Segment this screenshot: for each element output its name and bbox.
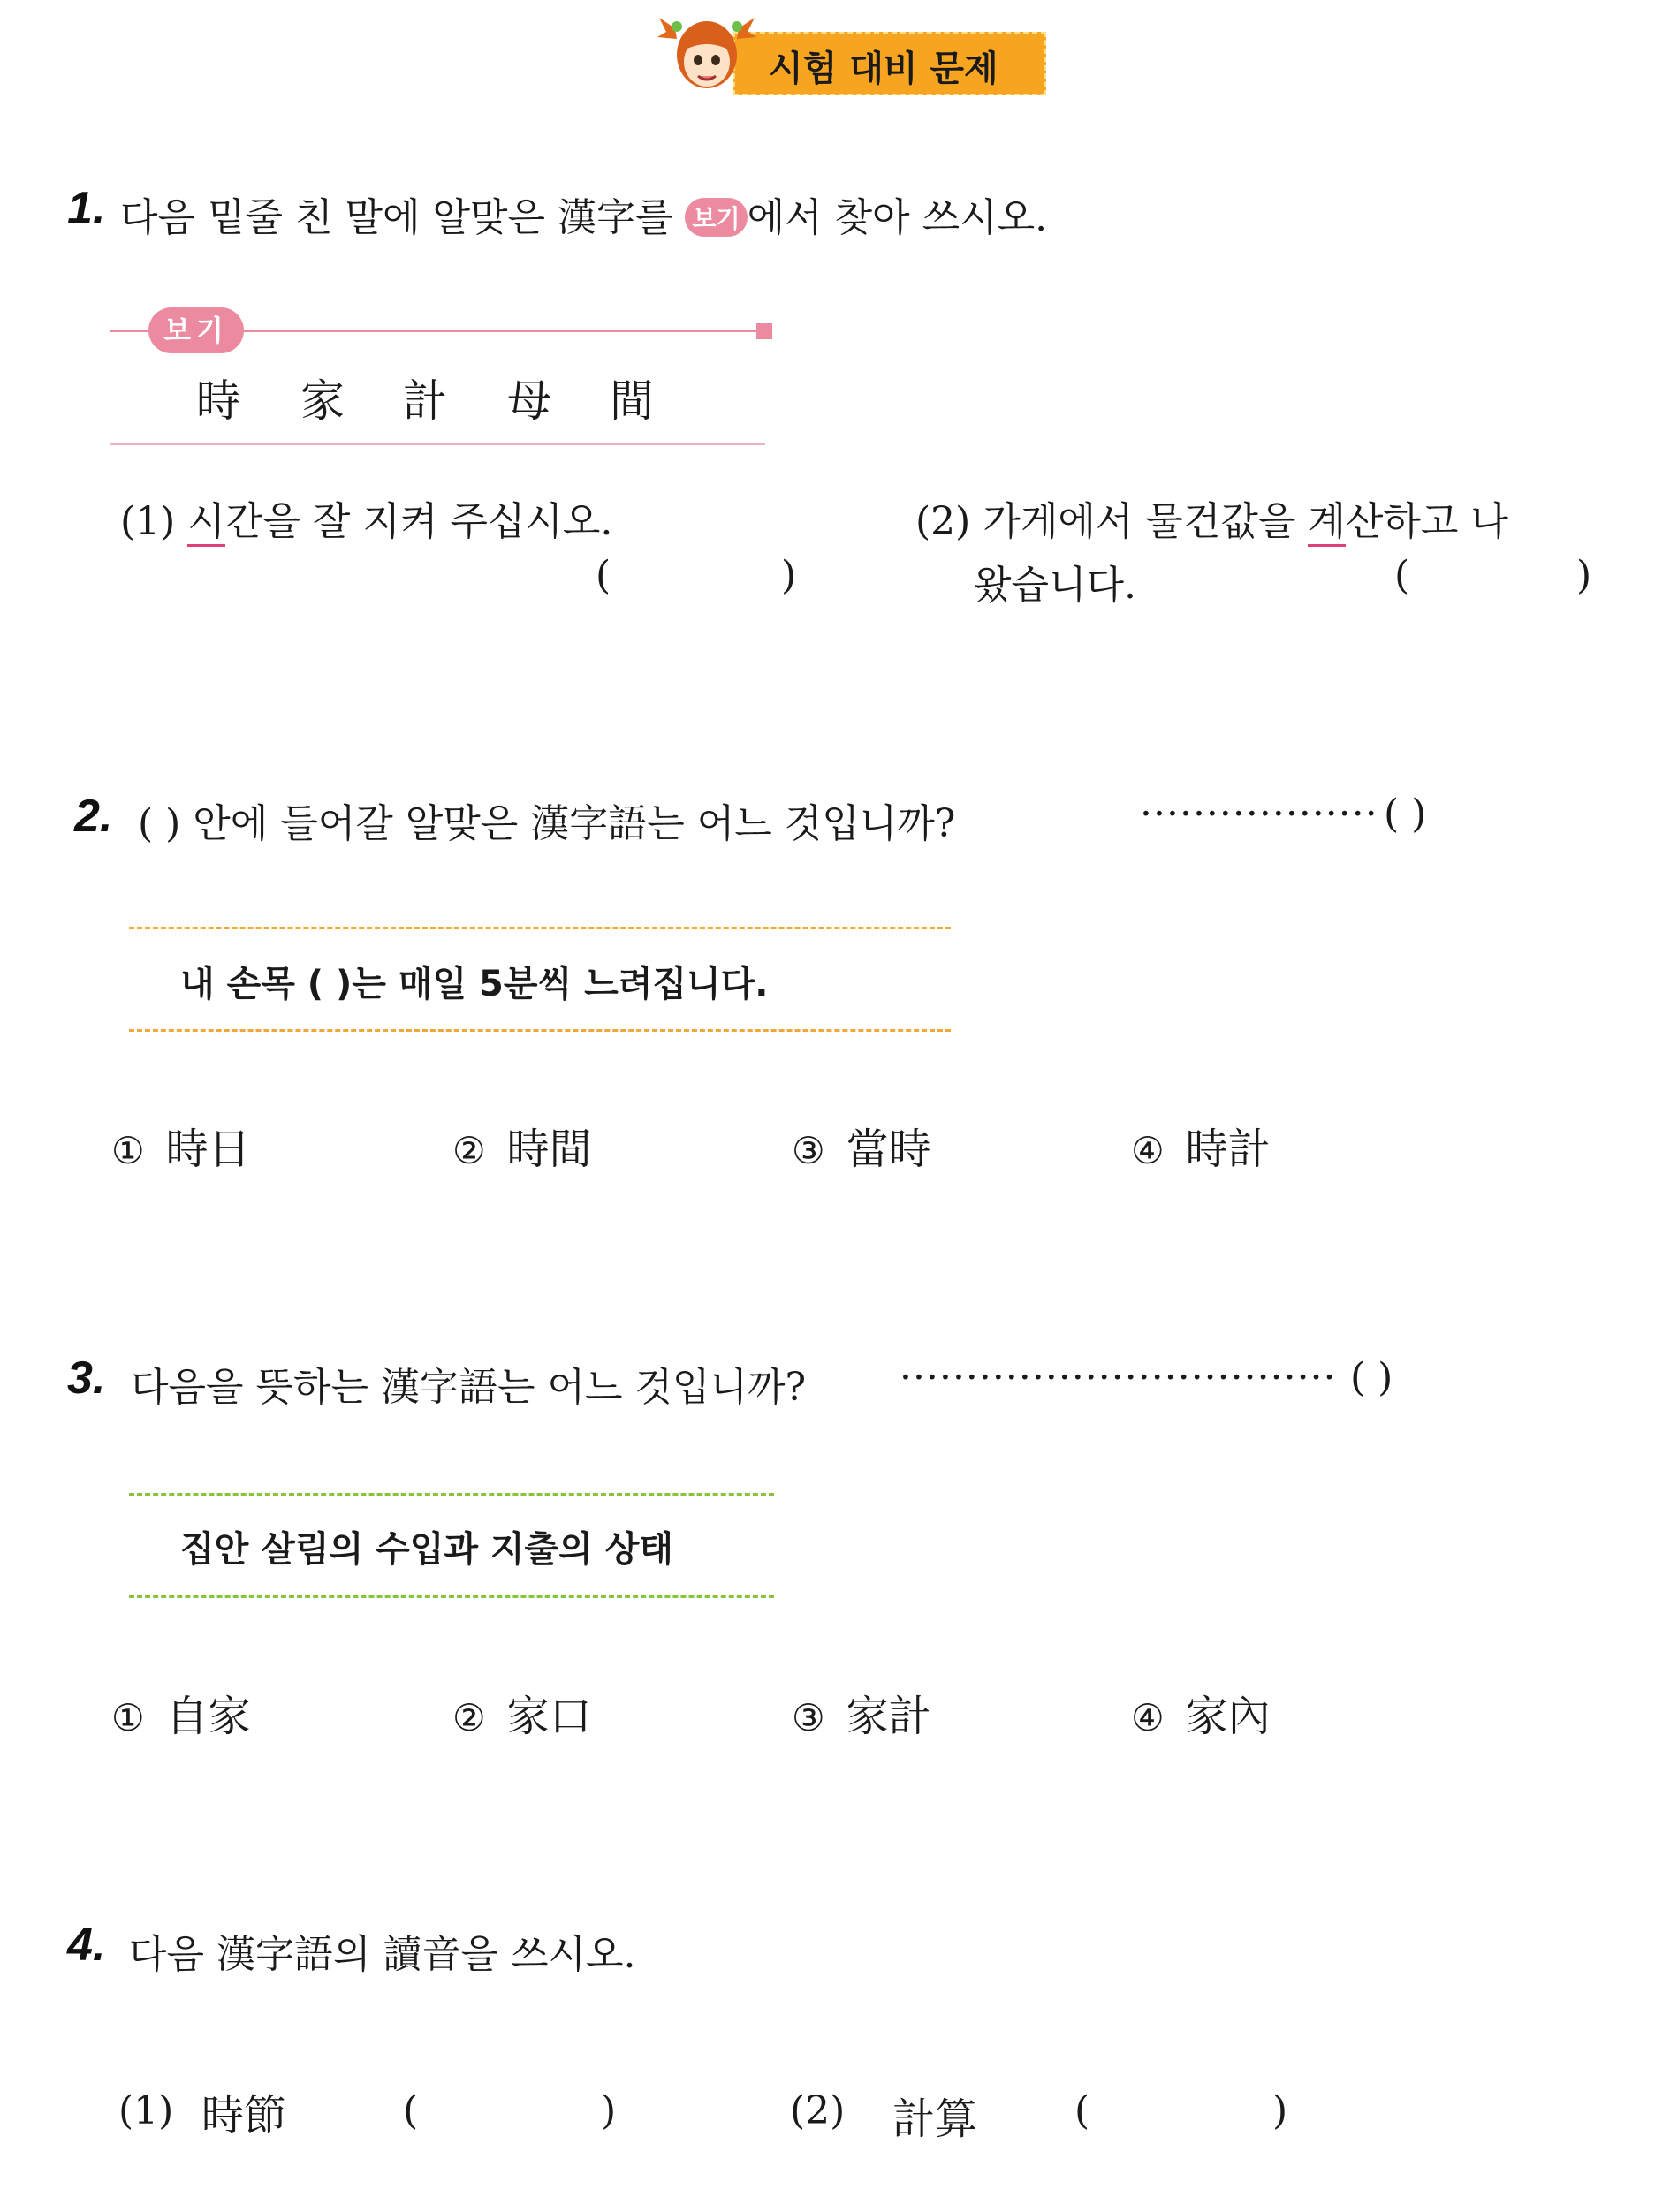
q1-item-2-answer-close: ) bbox=[1576, 553, 1592, 598]
q3-option-2 bbox=[452, 1682, 592, 1743]
q4-item-1-answer-close: ) bbox=[601, 2088, 617, 2133]
q3-box-bottom bbox=[129, 1595, 774, 1598]
bogi-endcap bbox=[756, 323, 772, 339]
q2-box-top bbox=[129, 927, 951, 929]
q2-option-3 bbox=[792, 1115, 931, 1176]
q3-box-definition: 집안 살림의 수입과 지출의 상태 bbox=[180, 1529, 674, 1570]
q4-item-2-word: 計算 bbox=[892, 2095, 978, 2144]
option-text: 時日 bbox=[165, 1125, 251, 1174]
option-mark: ② bbox=[452, 1129, 486, 1172]
q1-number: 1. bbox=[67, 183, 106, 234]
q4-item-2-answer-open: ( bbox=[1074, 2088, 1090, 2133]
q1-text-before: 다음 밑줄 친 말에 알맞은 漢字를 bbox=[120, 195, 673, 240]
banner-title: 시험 대비 문제 bbox=[769, 49, 998, 89]
option-text: 家內 bbox=[1185, 1692, 1271, 1741]
option-mark: ② bbox=[452, 1696, 486, 1739]
option-text: 時間 bbox=[506, 1125, 592, 1174]
q1-item-2 bbox=[915, 489, 1508, 546]
q4-item-1-label: (1) bbox=[118, 2088, 174, 2133]
item-text: 간을 잘 지켜 주십시오. bbox=[224, 499, 613, 544]
q4-item-1-answer-open: ( bbox=[403, 2088, 419, 2133]
option-mark: ① bbox=[111, 1696, 145, 1739]
option-text: 自家 bbox=[165, 1692, 251, 1741]
item-text: 가게에서 물건값을 bbox=[983, 499, 1309, 544]
q1-text-after: 에서 찾아 쓰시오. bbox=[747, 195, 1048, 240]
q4-item-1-word: 時節 bbox=[201, 2091, 287, 2140]
item-label: (1) bbox=[120, 499, 176, 544]
q2-number: 2. bbox=[74, 791, 113, 842]
q2-leader-dots: ·················· bbox=[1140, 792, 1378, 837]
q2-option-1 bbox=[111, 1115, 251, 1176]
item-text: 산하고 나 bbox=[1345, 499, 1508, 544]
q1-instruction bbox=[120, 186, 1047, 242]
item-label: (2) bbox=[915, 499, 971, 544]
bogi-char: 母 bbox=[507, 375, 551, 427]
q3-box-top bbox=[129, 1493, 774, 1496]
option-mark: ① bbox=[111, 1129, 145, 1172]
q1-bogi-pill: 보기 bbox=[685, 198, 747, 237]
q3-number: 3. bbox=[67, 1352, 106, 1404]
option-mark: ③ bbox=[792, 1129, 825, 1172]
option-text: 家口 bbox=[506, 1692, 592, 1741]
q3-instruction: 다음을 뜻하는 漢字語는 어느 것입니까? bbox=[131, 1365, 807, 1410]
q3-option-1 bbox=[111, 1682, 251, 1743]
option-mark: ④ bbox=[1131, 1129, 1165, 1172]
q2-box-bottom bbox=[129, 1029, 951, 1032]
q3-answer-blank: ( ) bbox=[1350, 1355, 1393, 1400]
bogi-char: 計 bbox=[403, 375, 447, 427]
option-mark: ④ bbox=[1131, 1696, 1165, 1739]
q3-option-4 bbox=[1131, 1682, 1271, 1743]
option-text: 時計 bbox=[1185, 1125, 1271, 1174]
girl-mascot-icon bbox=[657, 2, 756, 101]
q4-instruction: 다음 漢字語의 讀音을 쓰시오. bbox=[129, 1932, 636, 1977]
underlined-word: 계 bbox=[1308, 499, 1346, 547]
q2-option-4 bbox=[1131, 1115, 1271, 1176]
q2-instruction: ( ) 안에 들어갈 알맞은 漢字語는 어느 것입니까? bbox=[138, 801, 956, 846]
q4-number: 4. bbox=[67, 1920, 106, 1971]
option-text: 當時 bbox=[846, 1125, 931, 1174]
bogi-char: 間 bbox=[610, 375, 654, 427]
bogi-tag: 보기 bbox=[148, 307, 244, 353]
q3-option-3 bbox=[792, 1682, 931, 1743]
q1-item-2-continued: 왔습니다. bbox=[974, 563, 1137, 608]
option-text: 家計 bbox=[846, 1692, 931, 1741]
q4-item-2-answer-close: ) bbox=[1272, 2088, 1288, 2133]
bogi-char: 時 bbox=[196, 375, 240, 427]
q4-item-2-label: (2) bbox=[790, 2088, 846, 2133]
q2-box-sentence: 내 손목 ( )는 매일 5분씩 느려집니다. bbox=[180, 964, 769, 1004]
bogi-char: 家 bbox=[300, 375, 345, 427]
bogi-bottom-line bbox=[110, 443, 765, 445]
q1-item-1-answer-open: ( bbox=[596, 553, 611, 598]
q2-answer-blank: ( ) bbox=[1384, 792, 1427, 837]
underlined-word: 시 bbox=[187, 499, 225, 547]
q1-item-1 bbox=[120, 489, 612, 546]
option-mark: ③ bbox=[792, 1696, 825, 1739]
q2-option-2 bbox=[452, 1115, 592, 1176]
q1-item-2-answer-open: ( bbox=[1394, 553, 1410, 598]
q1-item-1-answer-close: ) bbox=[781, 553, 797, 598]
q3-leader-dots: ································· bbox=[900, 1355, 1337, 1400]
